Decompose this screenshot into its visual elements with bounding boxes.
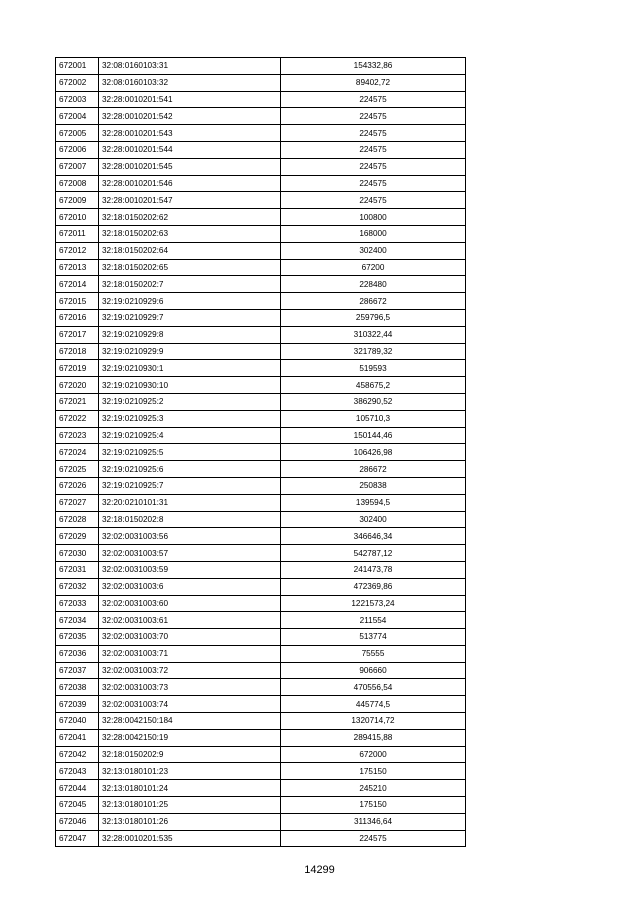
row-id-cell: 672019 [56,360,99,377]
row-id-cell: 672041 [56,729,99,746]
value-cell: 286672 [281,461,466,478]
cadastral-number-cell: 32:19:0210929:6 [99,293,281,310]
cadastral-number-cell: 32:02:0031003:70 [99,629,281,646]
row-id-cell: 672006 [56,141,99,158]
cadastral-number-cell: 32:02:0031003:60 [99,595,281,612]
row-id-cell: 672021 [56,393,99,410]
row-id-cell: 672044 [56,780,99,797]
value-cell: 105710,3 [281,410,466,427]
cadastral-number-cell: 32:19:0210925:7 [99,477,281,494]
value-cell: 346646,34 [281,528,466,545]
value-cell: 245210 [281,780,466,797]
row-id-cell: 672012 [56,242,99,259]
cadastral-number-cell: 32:19:0210925:5 [99,444,281,461]
value-cell: 302400 [281,511,466,528]
table-row [56,780,466,797]
cadastral-number-cell: 32:02:0031003:57 [99,545,281,562]
row-id-cell: 672023 [56,427,99,444]
table-row [56,477,466,494]
row-id-cell: 672028 [56,511,99,528]
value-cell: 175150 [281,763,466,780]
value-cell: 1221573,24 [281,595,466,612]
cadastral-number-cell: 32:28:0042150:19 [99,729,281,746]
row-id-cell: 672030 [56,545,99,562]
table-row [56,444,466,461]
value-cell: 519593 [281,360,466,377]
cadastral-number-cell: 32:19:0210929:8 [99,326,281,343]
row-id-cell: 672022 [56,410,99,427]
row-id-cell: 672035 [56,629,99,646]
cadastral-number-cell: 32:28:0042150:184 [99,713,281,730]
page-number: 14299 [304,864,335,876]
cadastral-number-cell: 32:19:0210929:7 [99,309,281,326]
cadastral-value-table [55,57,466,847]
value-cell: 139594,5 [281,494,466,511]
table-row [56,696,466,713]
value-cell: 672000 [281,746,466,763]
cadastral-number-cell: 32:28:0010201:545 [99,158,281,175]
value-cell: 224575 [281,91,466,108]
table-row [56,58,466,75]
row-id-cell: 672042 [56,746,99,763]
value-cell: 302400 [281,242,466,259]
value-cell: 67200 [281,259,466,276]
row-id-cell: 672018 [56,343,99,360]
table-row [56,561,466,578]
row-id-cell: 672029 [56,528,99,545]
value-cell: 906660 [281,662,466,679]
cadastral-number-cell: 32:28:0010201:547 [99,192,281,209]
row-id-cell: 672003 [56,91,99,108]
row-id-cell: 672032 [56,578,99,595]
value-cell: 386290,52 [281,393,466,410]
table-row [56,797,466,814]
row-id-cell: 672034 [56,612,99,629]
table-row [56,309,466,326]
row-id-cell: 672005 [56,125,99,142]
table-row [56,74,466,91]
value-cell: 224575 [281,192,466,209]
table-row [56,125,466,142]
cadastral-number-cell: 32:19:0210930:1 [99,360,281,377]
table-row [56,377,466,394]
value-cell: 224575 [281,830,466,847]
cadastral-number-cell: 32:08:0160103:31 [99,58,281,75]
table-row [56,293,466,310]
cadastral-number-cell: 32:18:0150202:62 [99,209,281,226]
value-cell: 211554 [281,612,466,629]
cadastral-number-cell: 32:19:0210930:10 [99,377,281,394]
table-row [56,763,466,780]
value-cell: 224575 [281,108,466,125]
row-id-cell: 672040 [56,713,99,730]
table-row [56,629,466,646]
table-row [56,830,466,847]
table-row [56,679,466,696]
cadastral-number-cell: 32:02:0031003:61 [99,612,281,629]
row-id-cell: 672031 [56,561,99,578]
value-cell: 175150 [281,797,466,814]
cadastral-number-cell: 32:18:0150202:7 [99,276,281,293]
value-cell: 513774 [281,629,466,646]
table-row [56,276,466,293]
row-id-cell: 672002 [56,74,99,91]
value-cell: 286672 [281,293,466,310]
cadastral-number-cell: 32:28:0010201:541 [99,91,281,108]
cadastral-number-cell: 32:02:0031003:56 [99,528,281,545]
table-row [56,91,466,108]
row-id-cell: 672039 [56,696,99,713]
cadastral-number-cell: 32:19:0210925:6 [99,461,281,478]
table-row [56,326,466,343]
value-cell: 445774,5 [281,696,466,713]
table-row [56,494,466,511]
row-id-cell: 672010 [56,209,99,226]
table-row [56,645,466,662]
row-id-cell: 672043 [56,763,99,780]
cadastral-number-cell: 32:19:0210929:9 [99,343,281,360]
table-row [56,209,466,226]
row-id-cell: 672009 [56,192,99,209]
value-cell: 250838 [281,477,466,494]
cadastral-number-cell: 32:28:0010201:535 [99,830,281,847]
value-cell: 472369,86 [281,578,466,595]
cadastral-number-cell: 32:28:0010201:546 [99,175,281,192]
value-cell: 224575 [281,125,466,142]
value-cell: 289415,88 [281,729,466,746]
value-cell: 150144,46 [281,427,466,444]
row-id-cell: 672026 [56,477,99,494]
row-id-cell: 672027 [56,494,99,511]
row-id-cell: 672024 [56,444,99,461]
row-id-cell: 672047 [56,830,99,847]
table-row [56,662,466,679]
table-row [56,545,466,562]
cadastral-number-cell: 32:28:0010201:544 [99,141,281,158]
cadastral-number-cell: 32:13:0180101:23 [99,763,281,780]
cadastral-number-cell: 32:02:0031003:6 [99,578,281,595]
row-id-cell: 672038 [56,679,99,696]
row-id-cell: 672004 [56,108,99,125]
value-cell: 154332,86 [281,58,466,75]
table-row [56,813,466,830]
table-row [56,427,466,444]
cadastral-number-cell: 32:13:0180101:26 [99,813,281,830]
table-row [56,259,466,276]
table-row [56,461,466,478]
cadastral-number-cell: 32:02:0031003:73 [99,679,281,696]
cadastral-number-cell: 32:20:0210101:31 [99,494,281,511]
row-id-cell: 672014 [56,276,99,293]
row-id-cell: 672001 [56,58,99,75]
value-cell: 224575 [281,141,466,158]
table-row [56,612,466,629]
value-cell: 106426,98 [281,444,466,461]
row-id-cell: 672020 [56,377,99,394]
row-id-cell: 672046 [56,813,99,830]
value-cell: 310322,44 [281,326,466,343]
value-cell: 259796,5 [281,309,466,326]
cadastral-number-cell: 32:08:0160103:32 [99,74,281,91]
table-row [56,393,466,410]
cadastral-number-cell: 32:28:0010201:542 [99,108,281,125]
table-row [56,595,466,612]
cadastral-number-cell: 32:02:0031003:72 [99,662,281,679]
table-row [56,225,466,242]
row-id-cell: 672033 [56,595,99,612]
table-row [56,746,466,763]
row-id-cell: 672025 [56,461,99,478]
cadastral-number-cell: 32:28:0010201:543 [99,125,281,142]
value-cell: 470556,54 [281,679,466,696]
value-cell: 89402,72 [281,74,466,91]
table-row [56,108,466,125]
cadastral-number-cell: 32:18:0150202:65 [99,259,281,276]
value-cell: 311346,64 [281,813,466,830]
cadastral-number-cell: 32:19:0210925:3 [99,410,281,427]
table-row [56,242,466,259]
table-row [56,343,466,360]
value-cell: 100800 [281,209,466,226]
row-id-cell: 672007 [56,158,99,175]
row-id-cell: 672045 [56,797,99,814]
value-cell: 458675,2 [281,377,466,394]
cadastral-number-cell: 32:19:0210925:4 [99,427,281,444]
value-cell: 228480 [281,276,466,293]
cadastral-number-cell: 32:18:0150202:8 [99,511,281,528]
table-row [56,511,466,528]
table-row [56,410,466,427]
cadastral-number-cell: 32:18:0150202:63 [99,225,281,242]
table-row [56,158,466,175]
cadastral-number-cell: 32:02:0031003:71 [99,645,281,662]
cadastral-number-cell: 32:13:0180101:24 [99,780,281,797]
row-id-cell: 672017 [56,326,99,343]
row-id-cell: 672037 [56,662,99,679]
cadastral-number-cell: 32:02:0031003:59 [99,561,281,578]
row-id-cell: 672016 [56,309,99,326]
value-cell: 224575 [281,175,466,192]
cadastral-number-cell: 32:18:0150202:9 [99,746,281,763]
table-row [56,141,466,158]
table-row [56,729,466,746]
row-id-cell: 672008 [56,175,99,192]
value-cell: 542787,12 [281,545,466,562]
table-row [56,360,466,377]
row-id-cell: 672036 [56,645,99,662]
row-id-cell: 672015 [56,293,99,310]
value-cell: 1320714,72 [281,713,466,730]
table-row [56,175,466,192]
value-cell: 241473,78 [281,561,466,578]
table-row [56,528,466,545]
cadastral-number-cell: 32:19:0210925:2 [99,393,281,410]
cadastral-number-cell: 32:18:0150202:64 [99,242,281,259]
row-id-cell: 672011 [56,225,99,242]
row-id-cell: 672013 [56,259,99,276]
value-cell: 75555 [281,645,466,662]
cadastral-number-cell: 32:02:0031003:74 [99,696,281,713]
value-cell: 321789,32 [281,343,466,360]
cadastral-number-cell: 32:13:0180101:25 [99,797,281,814]
table-body [56,58,466,847]
table-row [56,192,466,209]
table-row [56,578,466,595]
table-row [56,713,466,730]
value-cell: 224575 [281,158,466,175]
value-cell: 168000 [281,225,466,242]
